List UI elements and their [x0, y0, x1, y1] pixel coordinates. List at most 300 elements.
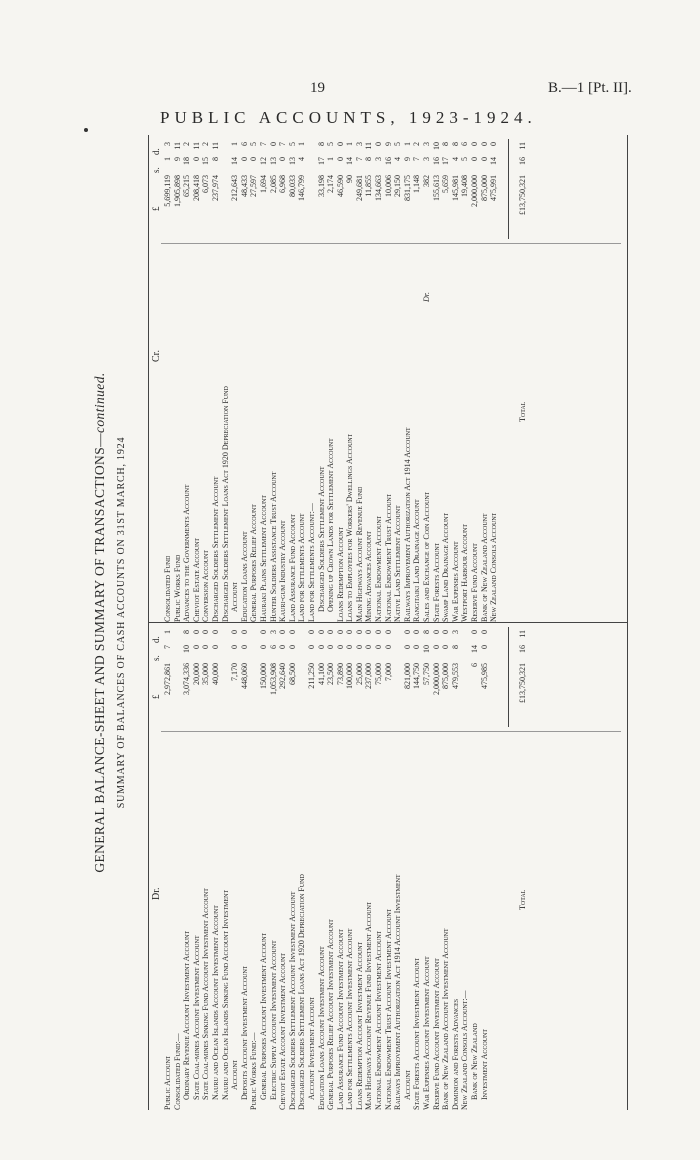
row-label: Bank of New Zealand Account — [479, 513, 489, 622]
amount-pence: 0 — [278, 630, 288, 634]
amount-shillings: 0 — [335, 645, 345, 649]
amount-pence: 8 — [450, 142, 460, 146]
bullet-mark — [84, 128, 88, 132]
amount-shillings: 3 — [374, 157, 384, 161]
table-row — [384, 623, 394, 1110]
amount-shillings: 0 — [470, 157, 479, 161]
row-label: Reserve Fund Account — [470, 543, 479, 622]
table-row — [192, 623, 202, 1110]
row-label: Land for Settlements Account Investment Account — [345, 928, 355, 1110]
row-label: General Purposes Relief Account Investment Account — [326, 919, 336, 1110]
row-label: National Endowment Trust Account — [383, 493, 393, 622]
amount-pence: 0 — [268, 142, 278, 146]
amount-pence: 0 — [335, 142, 345, 146]
amount-pence: 0 — [354, 630, 364, 634]
table-row — [480, 623, 490, 1110]
amount-pounds: 68,500 — [287, 663, 297, 685]
amount-pence: 0 — [326, 630, 336, 634]
amount-pence: 0 — [345, 630, 355, 634]
table-row — [259, 623, 269, 1110]
amount-shillings: 0 — [191, 157, 201, 161]
amount-pence: 1 — [345, 142, 355, 146]
amount-pounds: 3,074,336 — [182, 663, 192, 695]
table-row — [336, 623, 346, 1110]
amount-shillings: 15 — [201, 157, 211, 165]
amount-pounds: 475,985 — [479, 663, 489, 689]
amount-pence: 7 — [278, 142, 288, 146]
amount-pence: 0 — [239, 630, 249, 634]
row-label: Discharged Soldiers Settlement Account — [316, 466, 326, 612]
row-label: Loans Redemption Account — [335, 526, 345, 622]
amount-pence: 5 — [287, 142, 297, 146]
amount-pounds: 41,100 — [316, 663, 326, 685]
table-row — [422, 623, 432, 1110]
row-label: Native Land Settlement Account — [393, 505, 403, 622]
amount-pence: 0 — [374, 142, 384, 146]
amount-pounds: 237,000 — [364, 663, 374, 689]
amount-pounds: 249,681 — [354, 175, 364, 201]
row-label: National Endowment Trust Account Investment Account — [383, 908, 393, 1110]
row-label: Opening up Crown Lands for Settlement Account — [326, 438, 336, 612]
table-row — [269, 623, 279, 1110]
amount-shillings: 8 — [364, 157, 374, 161]
table-row — [240, 623, 250, 1110]
amount-shillings: 1 — [326, 157, 336, 161]
row-label: Consolidated Fund:— — [172, 1033, 182, 1110]
row-label: Nauru and Ocean Islands Sinking Fund Account Investment — [220, 889, 230, 1100]
amount-pounds: 146,799 — [297, 175, 307, 201]
amount-pence: 8 — [422, 630, 432, 634]
amount-shillings: 0 — [326, 645, 336, 649]
table-heading-main: GENERAL BALANCE-SHEET AND SUMMARY OF TRANSACTIONS— — [92, 432, 107, 873]
table-row — [317, 623, 327, 1110]
amount-pounds: 35,000 — [201, 663, 211, 685]
amount-pounds: 6,073 — [201, 175, 211, 193]
amount-shillings: 9 — [172, 157, 182, 161]
row-label: New Zealand Consols Account:— — [460, 990, 470, 1110]
row-label: State Forests Account — [431, 542, 441, 622]
total-pounds: £13,750,321 — [517, 175, 527, 215]
amount-pence: 0 — [479, 142, 489, 146]
table-row — [297, 135, 307, 622]
unit-shillings: s. — [151, 655, 161, 661]
table-row — [278, 623, 288, 1110]
amount-pence: 5 — [249, 142, 259, 146]
table-row — [432, 135, 442, 622]
amount-shillings: 0 — [278, 645, 288, 649]
row-label: Discharged Soldiers Settlement Account — [210, 476, 220, 622]
total-pence: 11 — [517, 630, 527, 638]
credit-rows — [163, 135, 528, 622]
table-row — [278, 135, 288, 622]
amount-shillings: 7 — [354, 157, 364, 161]
amount-pounds: 73,890 — [335, 663, 345, 685]
amount-pence: 0 — [402, 630, 412, 634]
amount-pounds: 20,000 — [191, 663, 201, 685]
amount-pence: 0 — [374, 630, 384, 634]
amount-pounds: 25,000 — [354, 663, 364, 685]
row-label: Hunter Soldiers Assistance Trust Account — [268, 471, 278, 622]
row-label: Education Loans Account Investment Account — [316, 946, 326, 1110]
table-row — [240, 135, 250, 622]
table-row — [441, 623, 451, 1110]
amount-pounds: 821,000 — [402, 663, 412, 689]
amount-pence: 1 — [230, 142, 240, 146]
amount-pence: 0 — [364, 630, 374, 634]
amount-pounds: 29,150 — [393, 175, 403, 197]
row-label: Dominion and Forests Advances — [450, 998, 460, 1110]
amount-shillings: 8 — [210, 157, 220, 161]
table-row — [355, 623, 365, 1110]
amount-shillings: 4 — [450, 157, 460, 161]
amount-shillings: 16 — [431, 157, 441, 165]
row-label: Deposits Account Investment Account — [239, 965, 249, 1100]
page-number: 19 — [310, 80, 325, 96]
amount-pence: 1 — [163, 630, 172, 634]
amount-shillings: 17 — [441, 157, 451, 165]
row-label: Rangitaiki Land Drainage Account — [412, 499, 422, 622]
table-row — [221, 135, 231, 622]
amount-pence: 1 — [402, 142, 412, 146]
amount-pence: 6 — [239, 142, 249, 146]
row-label: Nauru and Ocean Islands Account Investment Account — [210, 905, 220, 1100]
total-rule — [508, 627, 509, 727]
table-row — [192, 135, 202, 622]
amount-pence: 11 — [210, 142, 220, 150]
amount-shillings: 0 — [402, 645, 412, 649]
amount-pounds: 1,053,908 — [268, 663, 278, 695]
row-label: Land Assurance Fund Account — [287, 513, 297, 622]
amount-shillings: 10 — [422, 645, 432, 653]
amount-pence: 0 — [479, 630, 489, 634]
amount-shillings: 0 — [479, 157, 489, 161]
amount-shillings: 0 — [201, 645, 211, 649]
amount-shillings: 0 — [441, 645, 451, 649]
amount-shillings: 14 — [470, 645, 479, 653]
credit-label: Cr. — [151, 350, 162, 362]
amount-shillings: 3 — [422, 157, 432, 161]
amount-pence: 11 — [364, 142, 374, 150]
amount-shillings: 8 — [450, 645, 460, 649]
amount-shillings: 13 — [287, 157, 297, 165]
total-shillings: 16 — [517, 645, 527, 653]
amount-pence: 0 — [489, 142, 499, 146]
table-row — [201, 135, 211, 622]
row-label: War Expenses Account — [450, 541, 460, 622]
amount-shillings: 12 — [258, 157, 268, 165]
table-row — [422, 135, 432, 622]
amount-pence: 5 — [393, 142, 403, 146]
row-label: State Forests Account Investment Account — [412, 957, 422, 1110]
amount-pounds: 2,085 — [268, 175, 278, 193]
amount-pounds: 382 — [422, 175, 432, 187]
amount-shillings: 14 — [345, 157, 355, 165]
amount-shillings: 4 — [297, 157, 307, 161]
total-pounds: £13,750,321 — [517, 663, 527, 703]
amount-shillings: 9 — [402, 157, 412, 161]
row-label: Bank of New Zealand Account Investment Account — [441, 928, 451, 1110]
amount-pence: 0 — [441, 630, 451, 634]
spacer-row — [499, 623, 509, 1110]
amount-pounds: 1,905,898 — [172, 175, 182, 207]
row-label: Bank of New Zealand — [470, 1023, 479, 1100]
total-row — [518, 135, 528, 622]
row-label: Account — [230, 1059, 240, 1090]
amount-pounds: 7,000 — [383, 663, 393, 681]
row-label: Land Assurance Fund Account Investment Account — [335, 928, 345, 1110]
table-row — [317, 135, 327, 622]
amount-pence: 8 — [182, 630, 192, 634]
amount-pounds: 75,000 — [374, 663, 384, 685]
row-label: Kauri-gum Industry Account — [278, 520, 288, 622]
row-prefix: Dr. — [422, 291, 432, 302]
row-label: Account — [402, 1069, 412, 1100]
table-row — [374, 623, 384, 1110]
amount-pence: 8 — [441, 142, 451, 146]
table-row — [221, 623, 231, 1110]
total-rule — [508, 139, 509, 239]
row-label: General Purposes Relief Account — [249, 504, 259, 622]
amount-shillings: 7 — [163, 645, 172, 649]
row-label: National Endowment Account — [374, 515, 384, 622]
table-row — [355, 135, 365, 622]
row-label: Consolidated Fund — [163, 555, 172, 622]
table-row — [470, 623, 480, 1110]
amount-pounds: 27,597 — [249, 175, 259, 197]
amount-shillings: 14 — [230, 157, 240, 165]
amount-pounds: 11,855 — [364, 175, 374, 197]
row-label: Electric Supply Account Investment Account — [268, 940, 278, 1100]
amount-pounds: 7,170 — [230, 663, 240, 681]
amount-pence: 11 — [172, 142, 182, 150]
table-row — [249, 135, 259, 622]
amount-pounds: 144,750 — [412, 663, 422, 689]
amount-shillings: 0 — [191, 645, 201, 649]
amount-shillings: 14 — [489, 157, 499, 165]
row-label: Public Account — [163, 1055, 172, 1110]
amount-shillings: 0 — [239, 645, 249, 649]
amount-pence: 0 — [316, 630, 326, 634]
amount-shillings: 1 — [163, 157, 172, 161]
amount-pounds: 5,659 — [441, 175, 451, 193]
amount-pounds: 65,215 — [182, 175, 192, 197]
total-label: Total — [517, 401, 527, 422]
row-label: Land for Settlements Account — [297, 513, 307, 622]
amount-shillings: 13 — [268, 157, 278, 165]
amount-pence: 8 — [316, 142, 326, 146]
amount-pounds: 100,000 — [345, 663, 355, 689]
table-row — [326, 623, 336, 1110]
table-row — [364, 623, 374, 1110]
table-row — [345, 623, 355, 1110]
row-label: Cheviot Estate Account Investment Account — [278, 952, 288, 1110]
amount-pounds: 479,553 — [450, 663, 460, 689]
table-row — [489, 135, 499, 622]
table-row — [163, 135, 173, 622]
amount-pence: 0 — [191, 630, 201, 634]
table-row — [230, 135, 240, 622]
amount-shillings: 0 — [479, 645, 489, 649]
total-shillings: 16 — [517, 157, 527, 165]
amount-pence: 0 — [470, 142, 479, 146]
spacer-row — [499, 135, 509, 622]
amount-pounds: 237,974 — [210, 175, 220, 201]
spacer-row — [489, 623, 499, 1110]
unit-pounds: £ — [151, 206, 161, 211]
table-row — [460, 135, 470, 622]
amount-pence: 0 — [230, 630, 240, 634]
row-label: Investment Account — [479, 1029, 489, 1100]
row-label: Conversion Account — [201, 549, 211, 622]
table-row — [230, 623, 240, 1110]
table-row — [345, 135, 355, 622]
amount-shillings: 0 — [306, 645, 316, 649]
table-row — [470, 135, 480, 622]
debit-rows — [163, 623, 528, 1110]
amount-shillings: 6 — [268, 645, 278, 649]
amount-shillings: 0 — [354, 645, 364, 649]
row-label: State Coal-mines Sinking Fund Account Investment Account — [201, 888, 211, 1100]
amount-pounds: 46,590 — [335, 175, 345, 197]
amount-shillings: 17 — [316, 157, 326, 165]
amount-shillings: 0 — [374, 645, 384, 649]
amount-pence: 3 — [422, 142, 432, 146]
unit-pence: d. — [151, 636, 161, 643]
row-label: Hauraki Plains Settlement Account — [258, 494, 268, 622]
amount-pence: 3 — [163, 142, 172, 146]
table-row — [288, 135, 298, 622]
amount-pounds: 155,613 — [431, 175, 441, 201]
amount-pounds: 134,663 — [374, 175, 384, 201]
amount-pounds: 90 — [345, 175, 355, 183]
table-row — [412, 623, 422, 1110]
row-label: New Zealand Consols Account — [489, 512, 499, 622]
row-label: Discharged Soldiers Settlement Loans Act 1920 Depreciation Fund — [220, 386, 230, 622]
row-label: Discharged Soldiers Settlement Account Investment Account — [287, 891, 297, 1110]
row-label: Land for Settlements Account:— — [306, 503, 316, 622]
amount-shillings: 18 — [182, 157, 192, 165]
amount-pounds: 831,175 — [402, 175, 412, 201]
amount-shillings: 10 — [182, 645, 192, 653]
table-subheading: SUMMARY OF BALANCES OF CASH ACCOUNTS ON 31ST MARCH, 1924 — [116, 436, 127, 809]
amount-pence: 0 — [335, 630, 345, 634]
amount-shillings: 0 — [412, 645, 422, 649]
amount-pence: 6 — [460, 142, 470, 146]
amount-pounds: 2,174 — [326, 175, 336, 193]
credit-side — [151, 135, 621, 622]
amount-pounds: 2,972,861 — [163, 663, 172, 695]
amount-shillings: 16 — [383, 157, 393, 165]
row-label: Railways Improvement Authorization Act 1914 Account Investment — [393, 874, 403, 1110]
amount-pence: 2 — [201, 142, 211, 146]
amount-shillings: 0 — [230, 645, 240, 649]
amount-shillings: 7 — [412, 157, 422, 161]
table-heading-continued: continued. — [92, 372, 107, 433]
total-pence: 11 — [517, 142, 527, 150]
amount-pence: 3 — [450, 630, 460, 634]
table-row — [163, 623, 173, 1110]
row-label: Account Investment Account — [306, 996, 316, 1100]
table-row — [403, 623, 413, 1110]
table-row — [173, 623, 183, 1110]
amount-shillings: 4 — [393, 157, 403, 161]
row-label: Ordinary Revenue Account Investment Account — [182, 930, 192, 1100]
page-reference: B.—1 [Pt. II]. — [548, 80, 632, 96]
amount-pence: 2 — [182, 142, 192, 146]
unit-shillings: s. — [151, 167, 161, 173]
row-label: Cheviot Estate Account — [191, 537, 201, 622]
rotated-table — [86, 135, 626, 1110]
table-row — [364, 135, 374, 622]
row-label: Railways Improvement Authorization Act 1914 Account — [402, 427, 412, 622]
row-label: Mining Advances Account — [364, 530, 374, 622]
page-title: PUBLIC ACCOUNTS, 1923-1924. — [160, 108, 537, 127]
amount-pounds: 48,433 — [239, 175, 249, 197]
table-row — [374, 135, 384, 622]
table-row — [326, 135, 336, 622]
table-row — [307, 623, 317, 1110]
amount-pounds: 23,500 — [326, 663, 336, 685]
amount-shillings: 0 — [383, 645, 393, 649]
amount-pence: 0 — [287, 630, 297, 634]
total-row — [518, 623, 528, 1110]
amount-pence: 11 — [191, 142, 201, 150]
amount-pence: 0 — [431, 630, 441, 634]
table-row — [297, 623, 307, 1110]
amount-pence: 1 — [297, 142, 307, 146]
amount-pounds: 6 — [470, 663, 479, 667]
amount-pounds: 150,000 — [258, 663, 268, 689]
amount-pence: 0 — [383, 630, 393, 634]
amount-shillings: 0 — [431, 645, 441, 649]
amount-pence: 0 — [470, 630, 479, 634]
amount-pounds: 2,000,000 — [470, 175, 479, 207]
table-row — [432, 623, 442, 1110]
table-row — [249, 623, 259, 1110]
amount-pounds: 57,750 — [422, 663, 432, 685]
amount-shillings: 0 — [249, 157, 259, 161]
amount-pounds: 40,000 — [210, 663, 220, 685]
table-row — [288, 623, 298, 1110]
table-row — [182, 623, 192, 1110]
amount-pence: 10 — [431, 142, 441, 150]
unit-pounds: £ — [151, 694, 161, 699]
table-row — [441, 135, 451, 622]
amount-pence: 0 — [210, 630, 220, 634]
row-label: State Coal-mines Account Investment Account — [191, 935, 201, 1100]
row-label: Education Loans Account — [239, 531, 249, 622]
table-row — [336, 135, 346, 622]
row-label: Loans Redemption Account Investment Account — [354, 941, 364, 1110]
amount-pence: 3 — [354, 142, 364, 146]
amount-pence: 0 — [258, 630, 268, 634]
table-row — [384, 135, 394, 622]
row-label: Account — [230, 581, 240, 612]
amount-pounds: 875,000 — [479, 175, 489, 201]
table-row — [201, 623, 211, 1110]
balance-table — [148, 135, 628, 1110]
amount-pence: 0 — [306, 630, 316, 634]
amount-pence: 0 — [201, 630, 211, 634]
amount-shillings: 0 — [210, 645, 220, 649]
row-label: War Expenses Account Investment Account — [422, 956, 432, 1110]
amount-shillings: 0 — [335, 157, 345, 161]
amount-pounds: 19,408 — [460, 175, 470, 197]
amount-pounds: 292,640 — [278, 663, 288, 689]
amount-pounds: 875,000 — [441, 663, 451, 689]
amount-pounds: 6,968 — [278, 175, 288, 193]
amount-pounds: 475,991 — [489, 175, 499, 201]
